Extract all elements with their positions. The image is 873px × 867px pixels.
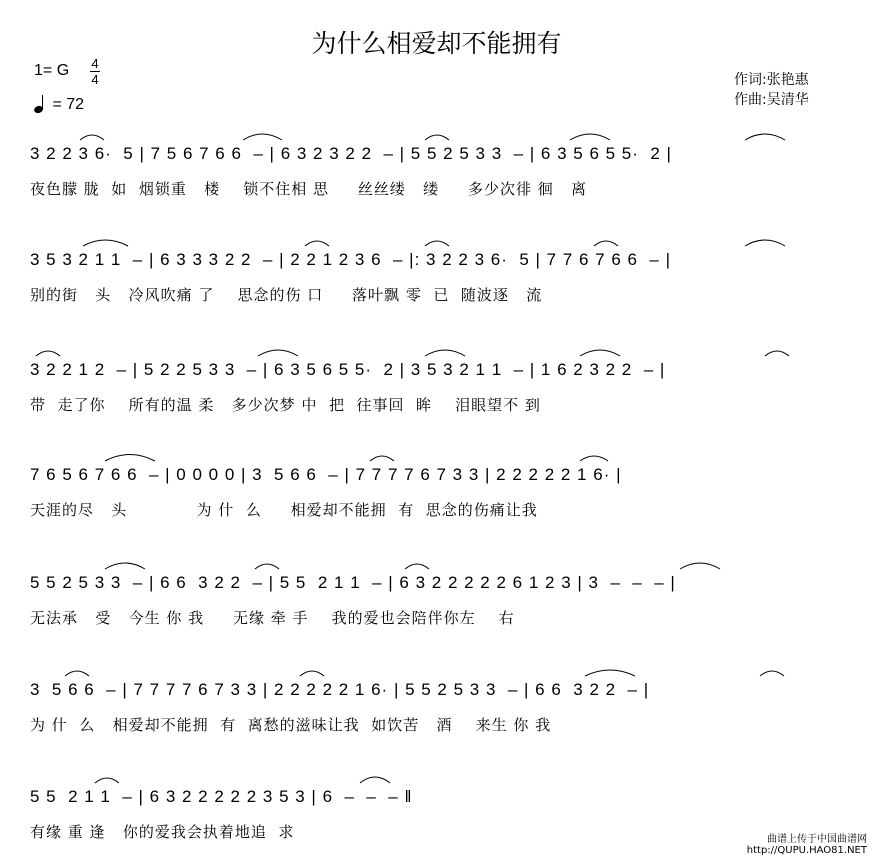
notation-line: 3 5 3 2 1 1 – | 6 3 3 3 2 2 – | 2 2 1 2 3 6 – |: 3 2 2 3 6· 5 | 7 7 6 7 6 6 – | — [30, 250, 672, 269]
lyrics-line: 为 什 么 相爱却不能拥 有 离愁的滋味让我 如饮苦 酒 来生 你 我 — [30, 716, 552, 734]
lyricist: 作词:张艳惠 — [734, 72, 809, 88]
time-signature-top: 4 — [91, 56, 99, 71]
time-signature-bottom: 4 — [91, 72, 99, 87]
watermark-footer — [747, 834, 867, 856]
composer: 作曲:吴清华 — [734, 92, 809, 108]
lyrics-line: 别的街 头 冷风吹痛 了 思念的伤 口 落叶飘 零 已 随波逐 流 — [30, 286, 543, 304]
song-title: 为什么相爱却不能拥有 — [311, 29, 562, 58]
lyrics-line: 无法承 受 今生 你 我 无缘 牵 手 我的爱也会陪伴你左 右 — [30, 609, 515, 627]
lyrics-line: 有缘 重 逢 你的爱我会执着地追 求 — [30, 823, 295, 841]
tempo-value: = 72 — [52, 96, 85, 113]
notation-line: 3 5 6 6 – | 7 7 7 7 6 7 3 3 | 2 2 2 2 2 1 6· | 5 5 2 5 3 3 – | 6 6 3 2 2 – | — [30, 680, 650, 699]
notation-line: 3 2 2 1 2 – | 5 2 2 5 3 3 – | 6 3 5 6 5 5· 2 | 3 5 3 2 1 1 – | 1 6 2 3 2 2 – | — [30, 360, 666, 379]
lyrics-line: 天涯的尽 头 为 什 么 相爱却不能拥 有 思念的伤痛让我 — [30, 501, 538, 519]
notation-line: 3 2 2 3 6· 5 | 7 5 6 7 6 6 – | 6 3 2 3 2 2 – | 5 5 2 5 3 3 – | 6 3 5 6 5 5· 2 | — [30, 144, 672, 163]
key-signature: 1= G — [34, 62, 70, 79]
notation-line: 5 5 2 5 3 3 – | 6 6 3 2 2 – | 5 5 2 1 1 – | 6 3 2 2 2 2 2 6 1 2 3 | 3 – – – | — [30, 573, 676, 592]
notation-line: 7 6 5 6 7 6 6 – | 0 0 0 0 | 3 5 6 6 – | 7 7 7 7 6 7 3 3 | 2 2 2 2 2 1 6· | — [30, 465, 622, 484]
lyrics-line: 带 走了你 所有的温 柔 多少次梦 中 把 往事回 眸 泪眼望不 到 — [30, 396, 541, 414]
footer-url: http://QUPU.HAO81.NET — [746, 845, 867, 856]
lyrics-line: 夜色朦 胧 如 烟锁重 楼 锁不住相 思 丝丝缕 缕 多少次徘 徊 离 — [30, 180, 588, 198]
notation-line: 5 5 2 1 1 – | 6 3 2 2 2 2 2 3 5 3 | 6 – – – ‖ — [30, 787, 413, 806]
footer-line-1: 曲谱上传于中国曲谱网 — [767, 834, 867, 845]
